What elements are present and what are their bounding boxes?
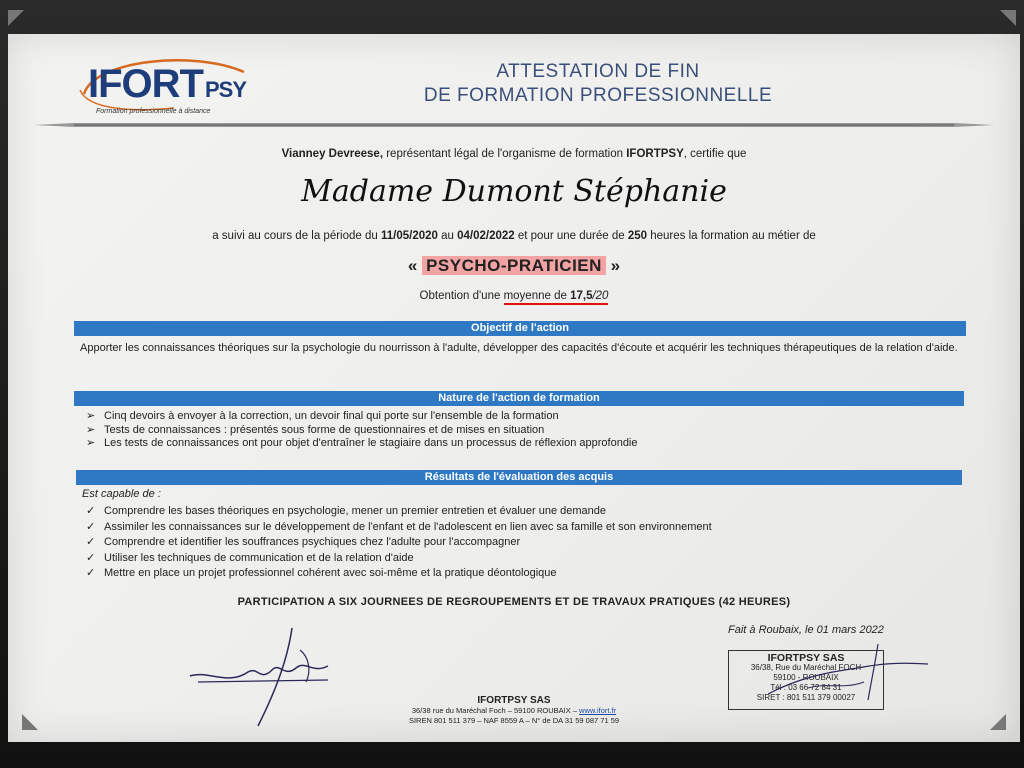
ifortpsy-logo	[74, 50, 274, 114]
training-period: a suivi au cours de la période du 11/05/2020 au 04/02/2022 et pour une durée de 250 heures la formation au métier de	[212, 230, 816, 242]
recipient-name: Madame Dumont Stéphanie	[301, 174, 727, 209]
list-item: ✓ Comprendre les bases théoriques en psychologie, mener un premier entretien et évaluer une demande	[80, 504, 960, 520]
profession-title: « PSYCHO-PRATICIEN »	[407, 256, 621, 275]
resultats-list	[80, 504, 960, 582]
list-item: ✓ Utiliser les techniques de communication et de la relation d'aide	[80, 551, 960, 567]
nature-list	[80, 410, 960, 451]
resultats-intro: Est capable de :	[82, 488, 161, 500]
frame-corner-top-right	[1000, 10, 1016, 26]
arrow-bullet-icon: ➢	[86, 423, 96, 436]
document-footer: IFORTPSY SAS 36/38 rue du Maréchal Foch – 59100 ROUBAIX – www.ifort.fr SIREN 801 511 379 – NAF 8559 A – N° de DA 31 59 087 71 59	[408, 695, 620, 725]
frame-corner-bottom-left	[22, 714, 38, 730]
average-score: Obtention d'une moyenne de 17,5/20	[8, 290, 1020, 302]
certification-statement: Vianney Devreese, représentant légal de l'organisme de formation IFORTPSY, certifie que	[281, 148, 747, 160]
list-item: ✓ Assimiler les connaissances sur le développement de l'enfant et de l'adolescent en lien avec sa famille et son environnement	[80, 520, 960, 536]
list-item: ➢ Cinq devoirs à envoyer à la correction, un devoir final qui porte sur l'ensemble de la formation	[86, 410, 559, 422]
frame-corner-bottom-right	[990, 714, 1006, 730]
list-item: ➢ Les tests de connaissances ont pour objet d'entraîner le stagiaire dans un processus de réflexion approfondie	[86, 437, 638, 449]
frame-corner-top-left	[8, 10, 24, 26]
list-item: ✓ Mettre en place un projet professionnel cohérent avec soi-même et la pratique déontologique	[80, 566, 960, 582]
checkmark-icon: ✓	[86, 505, 96, 517]
checkmark-icon: ✓	[86, 536, 96, 548]
participation-note: PARTICIPATION A SIX JOURNEES DE REGROUPEMENTS ET DE TRAVAUX PRATIQUES (42 HEURES)	[237, 596, 791, 608]
company-stamp: IFORTPSY SAS 36/38, Rue du Maréchal FOCH 59100 - ROUBAIX Tél : 03 66 72 84 31 SIRET : 801 511 379 00027	[728, 650, 884, 710]
section-header-nature: Nature de l'action de formation	[74, 391, 964, 406]
logo-tagline: Formation professionnelle à distance	[96, 108, 211, 115]
arrow-bullet-icon: ➢	[86, 437, 96, 449]
certificate-document	[8, 34, 1020, 742]
decorative-rule	[34, 120, 994, 130]
list-item: ✓ Comprendre et identifier les souffrances psychiques chez l'adulte pour l'accompagner	[80, 535, 960, 551]
logo-wordmark: IFORTPSY	[88, 62, 247, 106]
objectif-text: Apporter les connaissances théoriques sur la psychologie du nourrisson à l'adulte, développer des capacités d'écoute et acquérir les techniques thérapeutiques de la relation d'aide.	[80, 342, 958, 354]
checkmark-icon: ✓	[86, 551, 96, 564]
place-and-date: Fait à Roubaix, le 01 mars 2022	[728, 624, 884, 636]
checkmark-icon: ✓	[86, 567, 96, 579]
list-item: ➢ Tests de connaissances : présentés sous forme de questionnaires et de mises en situation	[86, 423, 545, 436]
section-header-objectif: Objectif de l'action	[74, 321, 966, 336]
checkmark-icon: ✓	[86, 520, 96, 533]
document-title: ATTESTATION DE FIN DE FORMATION PROFESSIONNELLE	[423, 61, 773, 106]
website-link[interactable]: www.ifort.fr	[579, 706, 617, 715]
section-header-resultats: Résultats de l'évaluation des acquis	[76, 470, 962, 485]
arrow-bullet-icon: ➢	[86, 410, 96, 422]
